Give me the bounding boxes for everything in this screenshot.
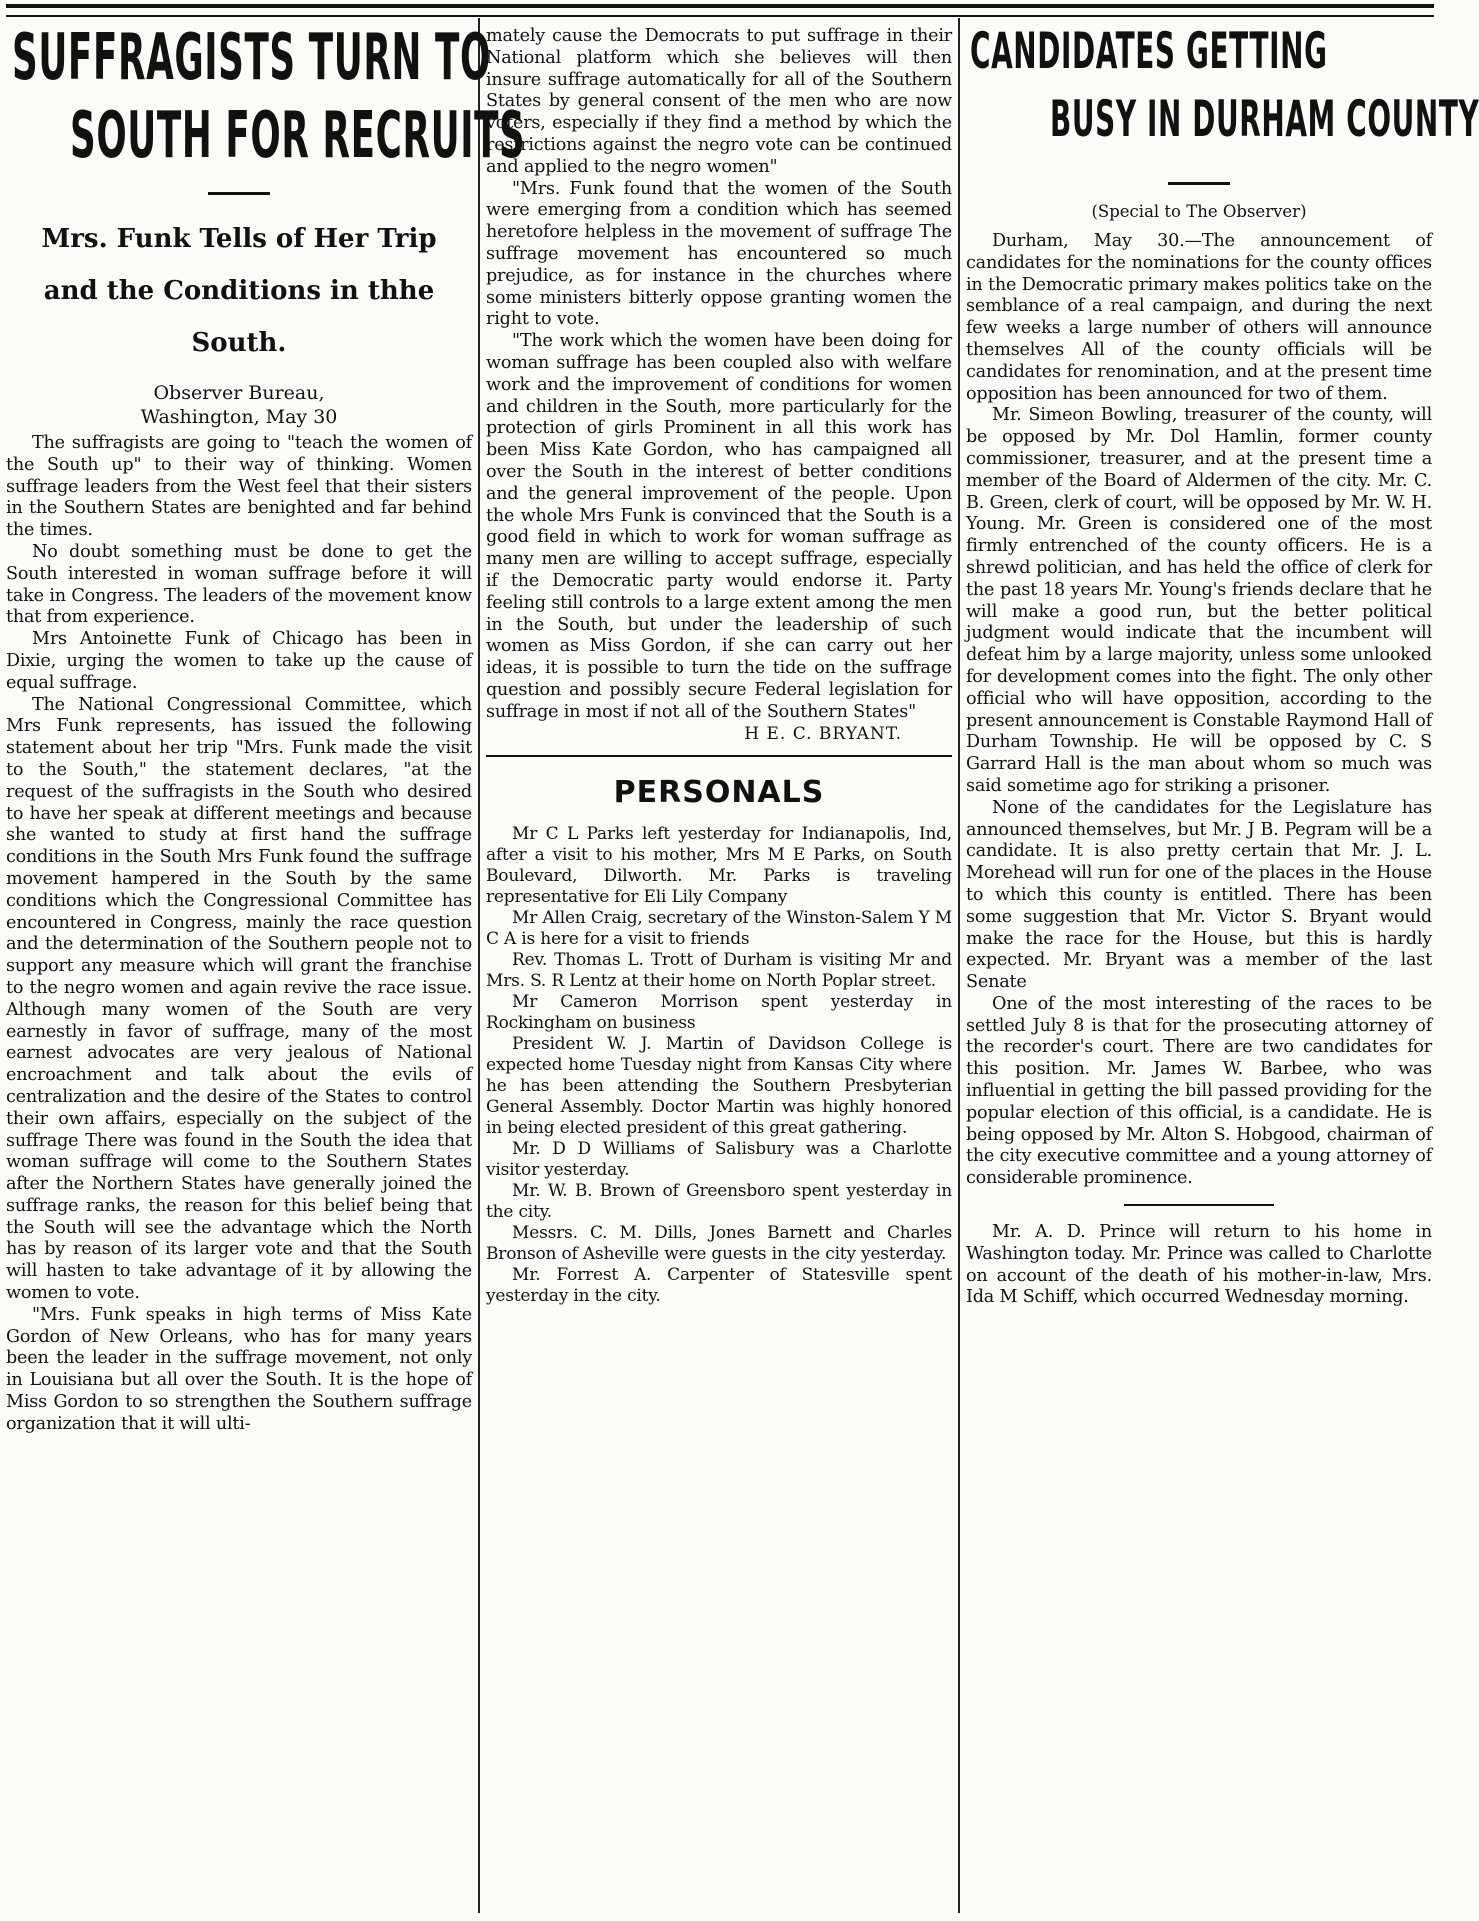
column-divider [958,18,960,1913]
column-durham-candidates [966,22,1479,1912]
byline: H E. C. BRYANT. [744,723,902,744]
paragraph: "Mrs. Funk speaks in high terms of Miss Kate Gordon of New Orleans, who has for many years been the leader in the suffrage movement, not only in Louisiana but all over the South. It is the hope of Miss Gordon to so strengthen the Southern suffrage organization that it will ulti- [6,1304,472,1434]
paragraph: Mr. A. D. Prince will return to his home in Washington today. Mr. Prince was called to Charlotte on account of the death of his mother-in-law, Mrs. Ida M Schiff, which occurred Wednesday morning. [966,1222,1432,1308]
personal-item: Rev. Thomas L. Trott of Durham is visiting Mr and Mrs. S. R Lentz at their home on North Poplar street. [486,949,952,991]
paragraph: "The work which the women have been doing for woman suffrage has been coupled also with welfare work and the improvement of conditions for women and children in the South, more particularly for the protection of girls Prominent in all this work has been Miss Kate Gordon, who has campaigned all over the South in the interest of better conditions and the general improvement of the people. Upon the whole Mrs Funk is convinced that the South is a good field in which to work for woman suffrage as many men are willing to accept suffrage, especially if the Democratic party would endorse it. Party feeling still controls to a large extent among the men in the South, but under the leadership of such women as Miss Gordon, if she can carry out her ideas, it is possible to turn the tide on the suffrage question and possibly secure Federal legislation for suffrage in most if not all of the Southern States" [486,331,952,722]
column-divider [478,18,480,1913]
paragraph: mately cause the Democrats to put suffrage in their National platform which she believes will then insure suffrage automatically for all of the Southern States by general consent of the men who are now voters, especially if they find a method by which the restrictions against the negro vote can be continued and applied to the negro women" [486,26,952,177]
personal-item: Mr C L Parks left yesterday for Indianapolis, Ind, after a visit to his mother, Mrs M E Parks, on South Boulevard, Dilworth. Mr. Parks is traveling representative for Eli Lily Company [486,823,952,907]
paragraph: No doubt something must be done to get the South interested in woman suffrage before it will take in Congress. The leaders of the movement know that from experience. [6,541,472,628]
dateline [6,381,472,429]
personals-heading: PERSONALS [613,774,825,810]
subheadline [12,213,466,369]
special-credit: (Special to The Observer) [1091,202,1307,221]
divider [1124,1204,1274,1206]
headline-suffragists [6,21,526,176]
article-continuation [486,26,952,724]
paragraph: The suffragists are going to "teach the women of the South up" to their way of thinking. Women suffrage leaders from the West feel that their sisters in the Southern States are benighted and far behind the times. [6,433,472,541]
column-suffragists [6,21,526,1912]
personal-item: Mr. W. B. Brown of Greensboro spent yesterday in the city. [486,1180,952,1222]
subheadline-line: and the Conditions in thhe [43,276,435,306]
personals-list [486,824,952,1307]
personal-item: Mr Cameron Morrison spent yesterday in Rockingham on business [486,991,952,1033]
subheadline-line: Mrs. Funk Tells of Her Trip [41,224,437,254]
personal-item: Mr. Forrest A. Carpenter of Statesville spent yesterday in the city. [486,1264,952,1306]
personal-item: President W. J. Martin of Davidson College is expected home Tuesday night from Kansas City where he has been attending the Southern Presbyterian General Assembly. Doctor Martin was highly honored in being elected president of this great gathering. [486,1033,952,1138]
masthead-rule [6,4,1434,17]
personal-item: Mr. D D Williams of Salisbury was a Charlotte visitor yesterday. [486,1138,952,1180]
personal-note [966,1222,1432,1309]
article-body [966,231,1432,1190]
paragraph: None of the candidates for the Legislature has announced themselves, but Mr. J B. Pegram will be a candidate. It is also pretty certain that Mr. J. L. Morehead will run for one of the places in the House to which this county is entitled. There has been some suggestion that Mr. Victor S. Bryant would make the race for the House, but this is hardly expected. Mr. Bryant was a member of the last Senate [966,797,1432,993]
headline-line: BUSY IN DURHAM COUNTY [1050,90,1479,148]
paragraph: Mrs Antoinette Funk of Chicago has been in Dixie, urging the women to take up the cause of equal suffrage. [6,629,472,693]
headline-candidates [966,22,1479,154]
divider [1168,182,1230,185]
personal-item: Messrs. C. M. Dills, Jones Barnett and Charles Bronson of Asheville were guests in the city yesterday. [486,1222,952,1264]
headline-line: SUFFRAGISTS TURN TO [12,21,491,95]
dateline-line: Observer Bureau, [153,382,325,404]
divider [486,755,952,757]
column-continuation-personals [486,26,952,1912]
dateline-line: Washington, May 30 [140,406,338,428]
personal-item: Mr Allen Craig, secretary of the Winston-Salem Y M C A is here for a visit to friends [486,907,952,949]
headline-line: SOUTH FOR RECRUITS [70,99,526,173]
divider [208,192,270,195]
article-body [6,433,472,1436]
paragraph: "Mrs. Funk found that the women of the South were emerging from a condition which has seemed heretofore helpless in the movement of suffrage The suffrage movement has encountered so much prejudice, as for instance in the churches where some ministers bitterly oppose granting women the right to vote. [486,178,952,330]
paragraph: Mr. Simeon Bowling, treasurer of the county, will be opposed by Mr. Dol Hamlin, former county commissioner, treasurer, and at the present time a member of the Board of Aldermen of the city. Mr. C. B. Green, clerk of court, will be opposed by Mr. W. H. Young. Mr. Green is considered one of the most firmly entrenched of the county officers. He is a shrewd politician, and has held the office of clerk for the past 18 years Mr. Young's friends declare that he will make a good run, but the better political judgment would indicate that the incumbent will defeat him by a large majority, unless some unlooked for development comes into the fight. The only other official who will have opposition, according to the present announcement is Constable Raymond Hall of Durham Township. He will be opposed by C. S Garrard Hall is the man about whom so much was said sometime ago for striking a prisoner. [966,405,1432,796]
subheadline-line: South. [191,328,287,358]
headline-line: CANDIDATES GETTING [970,22,1328,80]
paragraph: One of the most interesting of the races to be settled July 8 is that for the prosecuting attorney of the recorder's court. There are two candidates for this position. Mr. James W. Barbee, who was influential in getting the bill passed providing for the popular election of this official, is a candidate. He is being opposed by Mr. Alton S. Hobgood, chairman of the city executive committee and a young attorney of considerable prominence. [966,993,1432,1189]
paragraph: Durham, May 30.—The announcement of candidates for the nominations for the county offices in the Democratic primary makes politics take on the semblance of a real campaign, and during the next few weeks a large number of others will announce themselves All of the county officials will be candidates for renomination, and at the present time opposition has been announced for two of them. [966,231,1432,404]
paragraph: The National Congressional Committee, which Mrs Funk represents, has issued the following statement about her trip "Mrs. Funk made the visit to the South," the statement declares, "at the request of the suffragists in the South who desired to have her speak at different meetings and because she wanted to study at first hand the suffrage conditions in the South Mrs Funk found the suffrage movement hampered in the South by the same conditions which the Congressional Committee has encountered in Congress, mainly the race question and the determination of the Southern people not to support any measure which will grant the franchise to the negro women and again revive the race issue. Although many women of the South are very earnestly in favor of suffrage, many of the most earnest advocates are very jealous of National encroachment and talk about the evils of centralization and the desire of the States to control their own affairs, especially on the subject of the suffrage There was found in the South the idea that woman suffrage will come to the Southern States after the Northern States have generally joined the suffrage ranks, the reason for this belief being that the South will see the advantage which the North has by reason of its larger vote and that the South will hasten to take advantage of it by allowing the women to vote. [6,694,472,1304]
